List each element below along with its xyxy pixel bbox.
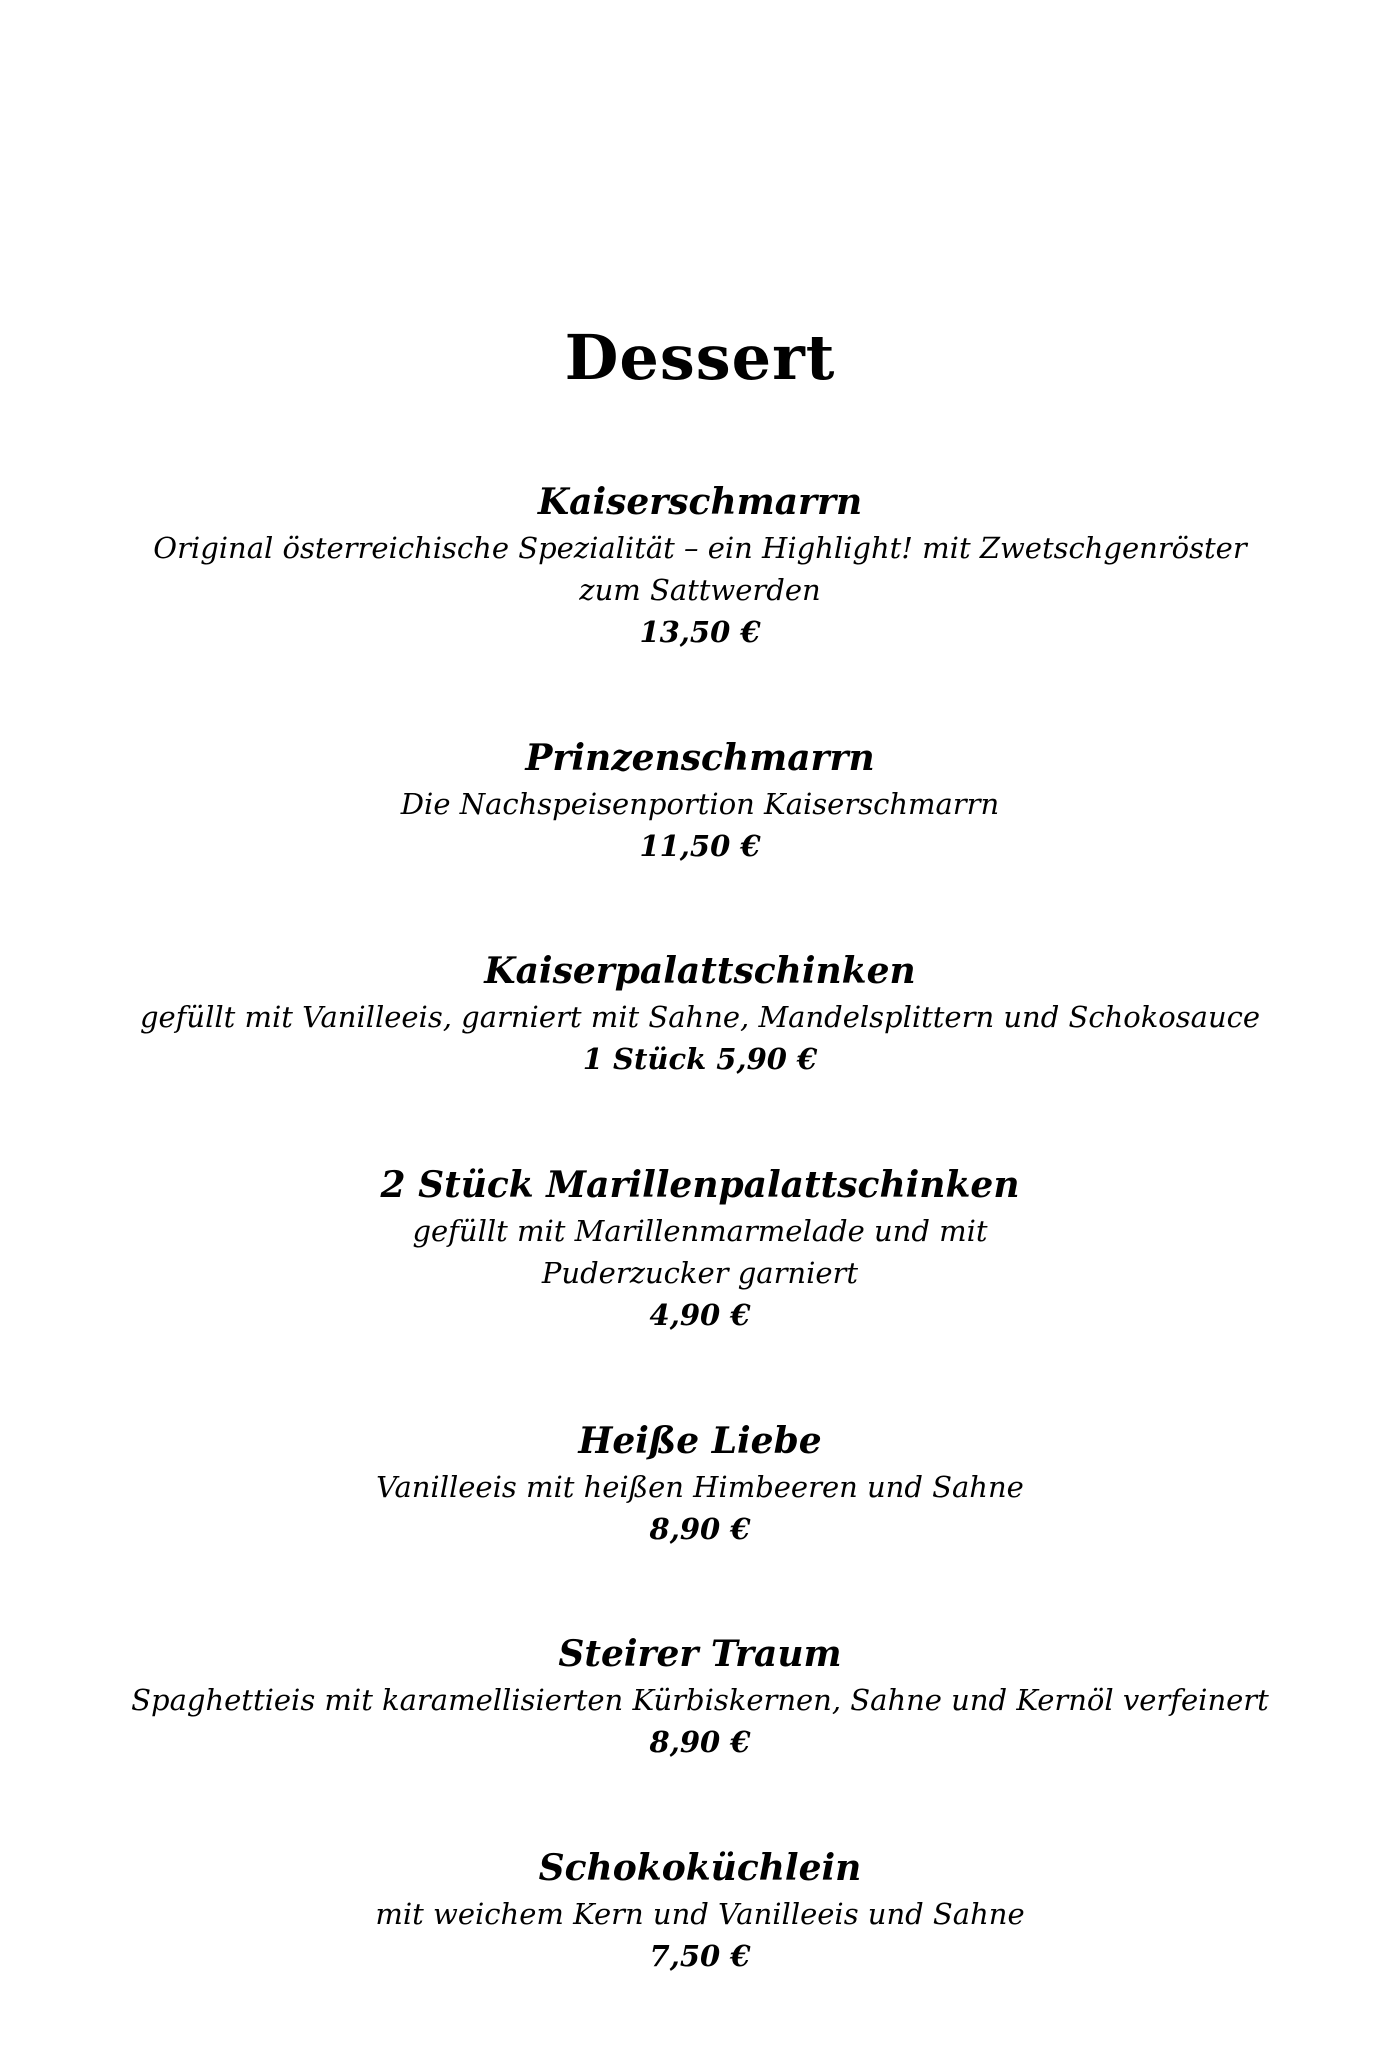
page-title: Dessert	[564, 321, 836, 394]
menu-item-price: 1 Stück 5,90 €	[582, 1042, 818, 1076]
menu-item-price: 13,50 €	[639, 615, 761, 649]
menu-item-price: 7,50 €	[649, 1939, 751, 1973]
menu-item-description: gefüllt mit Vanilleeis, garniert mit Sahne, Mandelsplittern und Schokosauce	[139, 1000, 1261, 1034]
menu-item-name: Kaiserschmarrn	[537, 481, 863, 523]
menu-item-price: 8,90 €	[649, 1725, 751, 1759]
menu-item-description: gefüllt mit Marillenmarmelade und mit Puderzucker garniert	[412, 1214, 988, 1290]
menu-item	[0, 477, 1400, 653]
menu-item-name: Prinzenschmarrn	[525, 737, 875, 779]
menu-item-name: Heiße Liebe	[578, 1420, 822, 1462]
menu-item-price: 11,50 €	[639, 829, 761, 863]
menu-item-description: Spaghettieis mit karamellisierten Kürbiskernen, Sahne und Kernöl verfeinert	[131, 1683, 1269, 1717]
menu-item-description: Die Nachspeisenportion Kaiserschmarrn	[400, 787, 1000, 821]
menu-item-price: 8,90 €	[649, 1512, 751, 1546]
menu-item	[0, 733, 1400, 867]
menu-item-name: Kaiserpalattschinken	[484, 950, 916, 992]
menu-item	[0, 1160, 1400, 1336]
menu-item-description: Vanilleeis mit heißen Himbeeren und Sahne	[376, 1470, 1024, 1504]
menu-item	[0, 1416, 1400, 1550]
menu-item	[0, 946, 1400, 1080]
menu-item-description: Original österreichische Spezialität – ein Highlight! mit Zwetschgenröster zum Sattwerden	[153, 531, 1247, 607]
menu-item-description: mit weichem Kern und Vanilleeis und Sahne	[375, 1897, 1025, 1931]
menu-item-name: Schokoküchlein	[538, 1847, 862, 1889]
menu-item	[0, 1629, 1400, 1763]
menu-item-price: 4,90 €	[649, 1298, 751, 1332]
menu-item	[0, 1843, 1400, 1977]
menu-item-name: 2 Stück Marillenpalattschinken	[380, 1164, 1020, 1206]
menu-item-name: Steirer Traum	[558, 1633, 842, 1675]
